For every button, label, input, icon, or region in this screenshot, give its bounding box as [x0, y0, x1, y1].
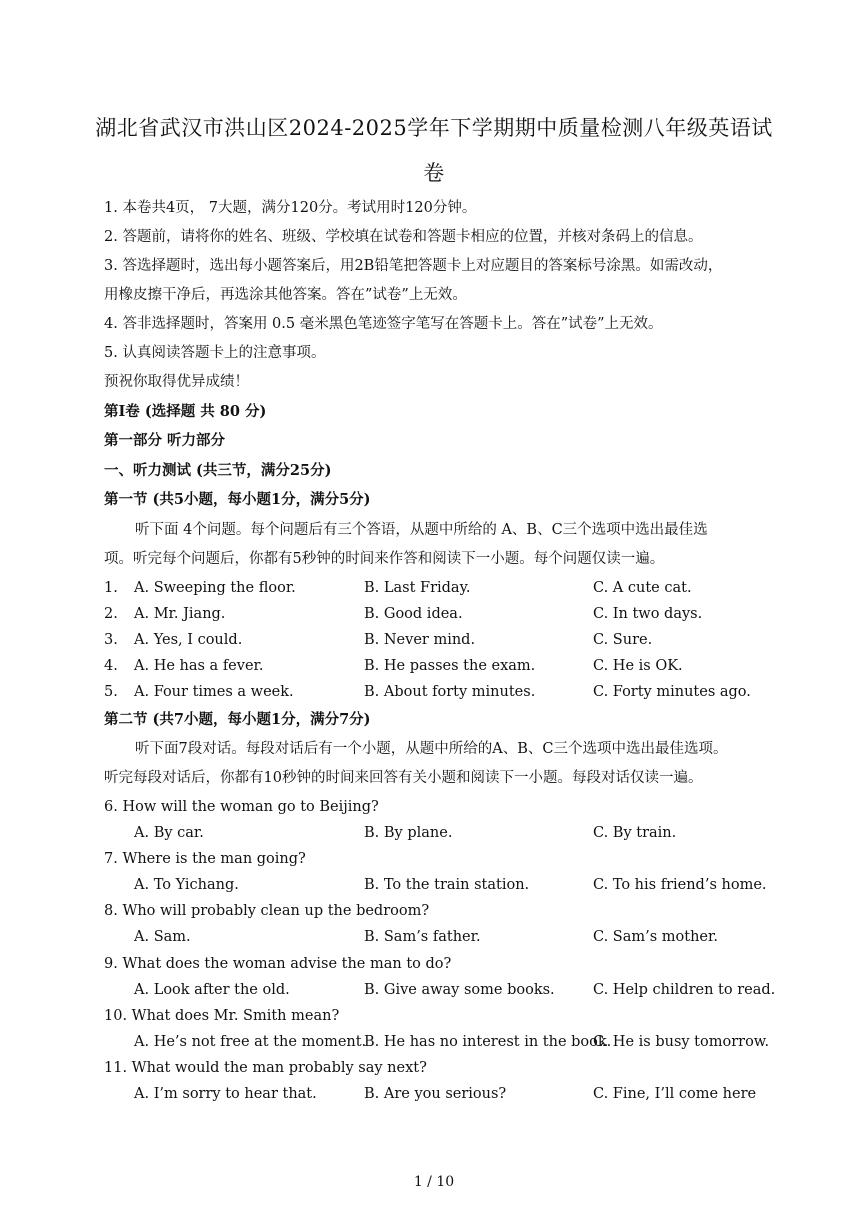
section2-directions-2: 听完每段对话后，你都有10秒钟的时间来回答有关小题和阅读下一小题。每段对话仅读一遍。	[104, 770, 703, 786]
page-indicator: 1 / 10	[413, 1174, 455, 1190]
question-number: 4.	[104, 658, 118, 674]
instruction-3: 3. 答选择题时，选出每小题答案后，用2B铅笔把答题卡上对应题目的答案标号涂黑。如需改动，	[104, 258, 723, 274]
exam-title-line1: 湖北省武汉市洪山区2024-2025学年下学期期中质量检测八年级英语试	[95, 116, 773, 140]
exam-title-line2: 卷	[423, 161, 445, 185]
instruction-3-cont: 用橡皮擦干净后，再选涂其他答案。答在”试卷”上无效。	[104, 287, 467, 303]
question-stem: 9. What does the woman advise the man to do?	[104, 956, 452, 972]
option-b: B. Last Friday.	[364, 580, 471, 596]
option-a: A. I’m sorry to hear that.	[134, 1086, 317, 1102]
option-c: C. Forty minutes ago.	[593, 684, 751, 700]
option-c: C. Fine, I’ll come here	[593, 1086, 757, 1102]
question-number: 2.	[104, 606, 118, 622]
option-c: C. To his friend’s home.	[593, 877, 767, 893]
instruction-1: 1. 本卷共4页， 7大题，满分120分。考试用时120分钟。	[104, 200, 477, 216]
question-stem: 10. What does Mr. Smith mean?	[104, 1008, 340, 1024]
part-header: 第一部分 听力部分	[104, 432, 226, 449]
option-b: B. Give away some books.	[364, 982, 555, 998]
section2-header: 第二节 (共7小题，每小题1分，满分7分)	[104, 711, 371, 728]
option-a: A. Four times a week.	[134, 684, 294, 700]
option-a: A. He’s not free at the moment.	[134, 1034, 367, 1050]
option-b: B. Never mind.	[364, 632, 476, 648]
good-luck-text: 预祝你取得优异成绩！	[104, 374, 249, 390]
instruction-5: 5. 认真阅读答题卡上的注意事项。	[104, 345, 326, 361]
option-c: C. By train.	[593, 825, 677, 841]
volume-header: 第Ⅰ卷 (选择题 共 80 分)	[104, 403, 267, 420]
question-stem: 8. Who will probably clean up the bedroom?	[104, 903, 430, 919]
option-a: A. Sweeping the floor.	[134, 580, 296, 596]
listening-header: 一、听力测试 (共三节，满分25分)	[104, 462, 332, 479]
option-b: B. To the train station.	[364, 877, 530, 893]
option-c: C. Help children to read.	[593, 982, 776, 998]
option-b: B. Good idea.	[364, 606, 463, 622]
instruction-2: 2. 答题前，请将你的姓名、班级、学校填在试卷和答题卡相应的位置，并核对条码上的信息。	[104, 229, 703, 245]
option-c: C. He is busy tomorrow.	[593, 1034, 770, 1050]
section1-directions-1: 听下面 4个问题。每个问题后有三个答语，从题中所给的 A、B、C三个选项中选出最佳选	[135, 522, 708, 538]
option-a: A. Sam.	[134, 929, 191, 945]
option-b: B. He has no interest in the book.	[364, 1034, 612, 1050]
option-c: C. He is OK.	[593, 658, 683, 674]
option-c: C. In two days.	[593, 606, 703, 622]
option-c: C. Sam’s mother.	[593, 929, 718, 945]
instruction-4: 4. 答非选择题时，答案用 0.5 毫米黑色笔迹签字笔写在答题卡上。答在”试卷”上无效。	[104, 316, 663, 332]
option-a: A. Mr. Jiang.	[134, 606, 226, 622]
section1-header: 第一节 (共5小题，每小题1分，满分5分)	[104, 491, 371, 508]
option-a: A. Yes, I could.	[134, 632, 243, 648]
option-a: A. Look after the old.	[134, 982, 290, 998]
option-a: A. To Yichang.	[134, 877, 239, 893]
section2-directions-1: 听下面7段对话。每段对话后有一个小题，从题中所给的A、B、C三个选项中选出最佳选项。	[135, 741, 728, 757]
question-number: 5.	[104, 684, 118, 700]
option-a: A. By car.	[134, 825, 204, 841]
question-number: 1.	[104, 580, 118, 596]
option-c: C. A cute cat.	[593, 580, 692, 596]
option-b: B. He passes the exam.	[364, 658, 536, 674]
option-b: B. Are you serious?	[364, 1086, 507, 1102]
option-a: A. He has a fever.	[134, 658, 264, 674]
question-number: 3.	[104, 632, 118, 648]
question-stem: 7. Where is the man going?	[104, 851, 306, 867]
option-c: C. Sure.	[593, 632, 653, 648]
option-b: B. Sam’s father.	[364, 929, 481, 945]
question-stem: 11. What would the man probably say next?	[104, 1060, 427, 1076]
question-stem: 6. How will the woman go to Beijing?	[104, 799, 379, 815]
section1-directions-2: 项。听完每个问题后，你都有5秒钟的时间来作答和阅读下一小题。每个问题仅读一遍。	[104, 551, 665, 567]
option-b: B. About forty minutes.	[364, 684, 536, 700]
option-b: B. By plane.	[364, 825, 453, 841]
